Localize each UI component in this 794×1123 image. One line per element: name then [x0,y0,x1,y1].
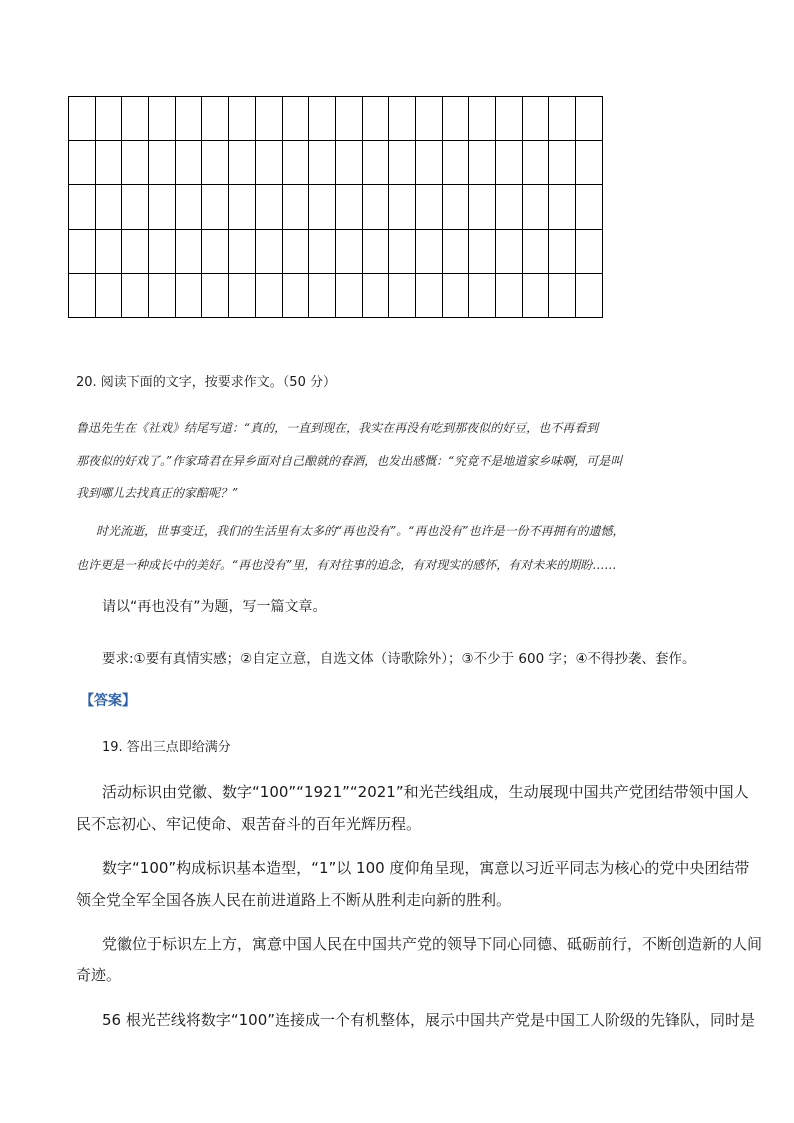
grid-cell [95,141,122,185]
grid-cell [442,229,469,273]
grid-cell [122,185,149,229]
grid-cell [309,273,336,317]
grid-cell [469,97,496,141]
grid-cell [469,185,496,229]
question-20-heading: 20. 阅读下面的文字，按要求作文。（50 分） [76,375,336,390]
grid-cell [202,185,229,229]
writing-task: 请以“再也没有”为题，写一篇文章。 [102,599,327,615]
grid-cell [549,141,576,185]
answer-paragraph-1-line-1: 活动标识由党徽、数字“100”“1921”“2021”和光芒线组成，生动展现中国共产党团结带领中国人 [102,783,749,801]
grid-cell [496,97,523,141]
grid-cell [122,273,149,317]
grid-cell [362,229,389,273]
grid-cell [335,141,362,185]
grid-cell [69,185,96,229]
grid-cell [309,97,336,141]
grid-cell [362,273,389,317]
grid-cell [335,273,362,317]
grid-cell [229,185,256,229]
grid-cell [122,229,149,273]
answer-paragraph-1-line-2: 民不忘初心、牢记使命、艰苦奋斗的百年光辉历程。 [76,815,422,833]
grid-cell [122,141,149,185]
answer-paragraph-3-line-1: 党徽位于标识左上方，寓意中国人民在中国共产党的领导下同心同德、砥砺前行，不断创造新的人间 [102,935,763,953]
grid-cell [229,97,256,141]
passage-line-2: 那夜似的好戏了。”作家琦君在异乡面对自己酿就的春酒，也发出感慨：“究竟不是地道家乡味啊，可是叫 [76,454,623,468]
passage-line-1: 鲁迅先生在《社戏》结尾写道：“真的，一直到现在，我实在再没有吃到那夜似的好豆，也不再看到 [76,421,599,435]
grid-cell [522,97,549,141]
grid-cell [442,185,469,229]
grid-cell [335,229,362,273]
grid-cell [149,185,176,229]
grid-cell [415,141,442,185]
grid-cell [496,229,523,273]
grid-cell [95,97,122,141]
grid-row [69,273,603,317]
grid-cell [229,229,256,273]
grid-cell [522,273,549,317]
grid-cell [309,229,336,273]
grid-cell [362,97,389,141]
grid-cell [389,141,416,185]
grid-cell [309,185,336,229]
grid-cell [229,141,256,185]
grid-cell [229,273,256,317]
grid-cell [69,229,96,273]
grid-cell [282,141,309,185]
grid-cell [255,185,282,229]
grid-cell [95,229,122,273]
grid-cell [202,97,229,141]
grid-cell [202,273,229,317]
grid-cell [442,273,469,317]
grid-cell [255,141,282,185]
grid-cell [576,141,603,185]
grid-cell [255,273,282,317]
grid-cell [496,185,523,229]
grid-cell [149,97,176,141]
passage-line-5: 也许更是一种成长中的美好。“再也没有”里，有对往事的追念，有对现实的感怀，有对未来的期盼…… [76,558,617,572]
grid-cell [255,229,282,273]
grid-cell [282,229,309,273]
answer-paragraph-4-line-1: 56 根光芒线将数字“100”连接成一个有机整体，展示中国共产党是中国工人阶级的先锋队，同时是 [102,1011,756,1029]
grid-cell [309,141,336,185]
grid-cell [282,273,309,317]
grid-cell [282,185,309,229]
grid-cell [469,141,496,185]
grid-cell [576,185,603,229]
grid-cell [335,97,362,141]
grid-cell [175,185,202,229]
grid-cell [175,141,202,185]
grid-cell [69,273,96,317]
writing-requirements: 要求:①要有真情实感；②自定立意，自选文体（诗歌除外）；③不少于 600 字；④不得抄袭、套作。 [102,651,696,667]
grid-cell [175,97,202,141]
answer-19-heading: 19. 答出三点即给满分 [102,740,231,755]
grid-cell [522,185,549,229]
grid-cell [549,97,576,141]
answer-paragraph-3-line-2: 奇迹。 [76,966,122,984]
grid-row [69,185,603,229]
grid-row [69,229,603,273]
grid-cell [255,97,282,141]
grid-cell [362,141,389,185]
grid-cell [149,229,176,273]
passage-line-3: 我到哪儿去找真正的家醅呢？” [76,486,239,500]
passage-line-4: 时光流逝，世事变迁，我们的生活里有太多的“再也没有”。“再也没有”也许是一份不再拥有的遗憾， [96,524,625,538]
grid-cell [522,229,549,273]
grid-cell [175,273,202,317]
grid-cell [522,141,549,185]
grid-cell [202,229,229,273]
grid-cell [576,273,603,317]
grid-cell [469,229,496,273]
grid-cell [496,141,523,185]
answer-paragraph-2-line-1: 数字“100”构成标识基本造型，“1”以 100 度仰角呈现，寓意以习近平同志为核心的党中央团结带 [102,859,750,877]
grid-cell [389,229,416,273]
answer-label: 【答案】 [80,693,136,709]
grid-cell [69,97,96,141]
grid-cell [549,273,576,317]
grid-cell [122,97,149,141]
grid-cell [95,273,122,317]
grid-cell [576,229,603,273]
grid-cell [549,185,576,229]
grid-cell [282,97,309,141]
grid-cell [442,141,469,185]
grid-cell [389,185,416,229]
grid-cell [335,185,362,229]
answer-paragraph-2-line-2: 领全党全军全国各族人民在前进道路上不断从胜利走向新的胜利。 [76,891,512,909]
grid-cell [69,141,96,185]
grid-cell [149,141,176,185]
grid-cell [415,273,442,317]
grid-cell [202,141,229,185]
grid-cell [576,97,603,141]
grid-row [69,97,603,141]
grid-cell [389,273,416,317]
grid-cell [95,185,122,229]
grid-row [69,141,603,185]
grid-cell [362,185,389,229]
grid-cell [549,229,576,273]
grid-cell [496,273,523,317]
grid-cell [442,97,469,141]
writing-grid [68,96,603,318]
grid-cell [415,97,442,141]
grid-cell [415,229,442,273]
grid-cell [415,185,442,229]
grid-cell [149,273,176,317]
grid-cell [469,273,496,317]
grid-cell [389,97,416,141]
grid-cell [175,229,202,273]
